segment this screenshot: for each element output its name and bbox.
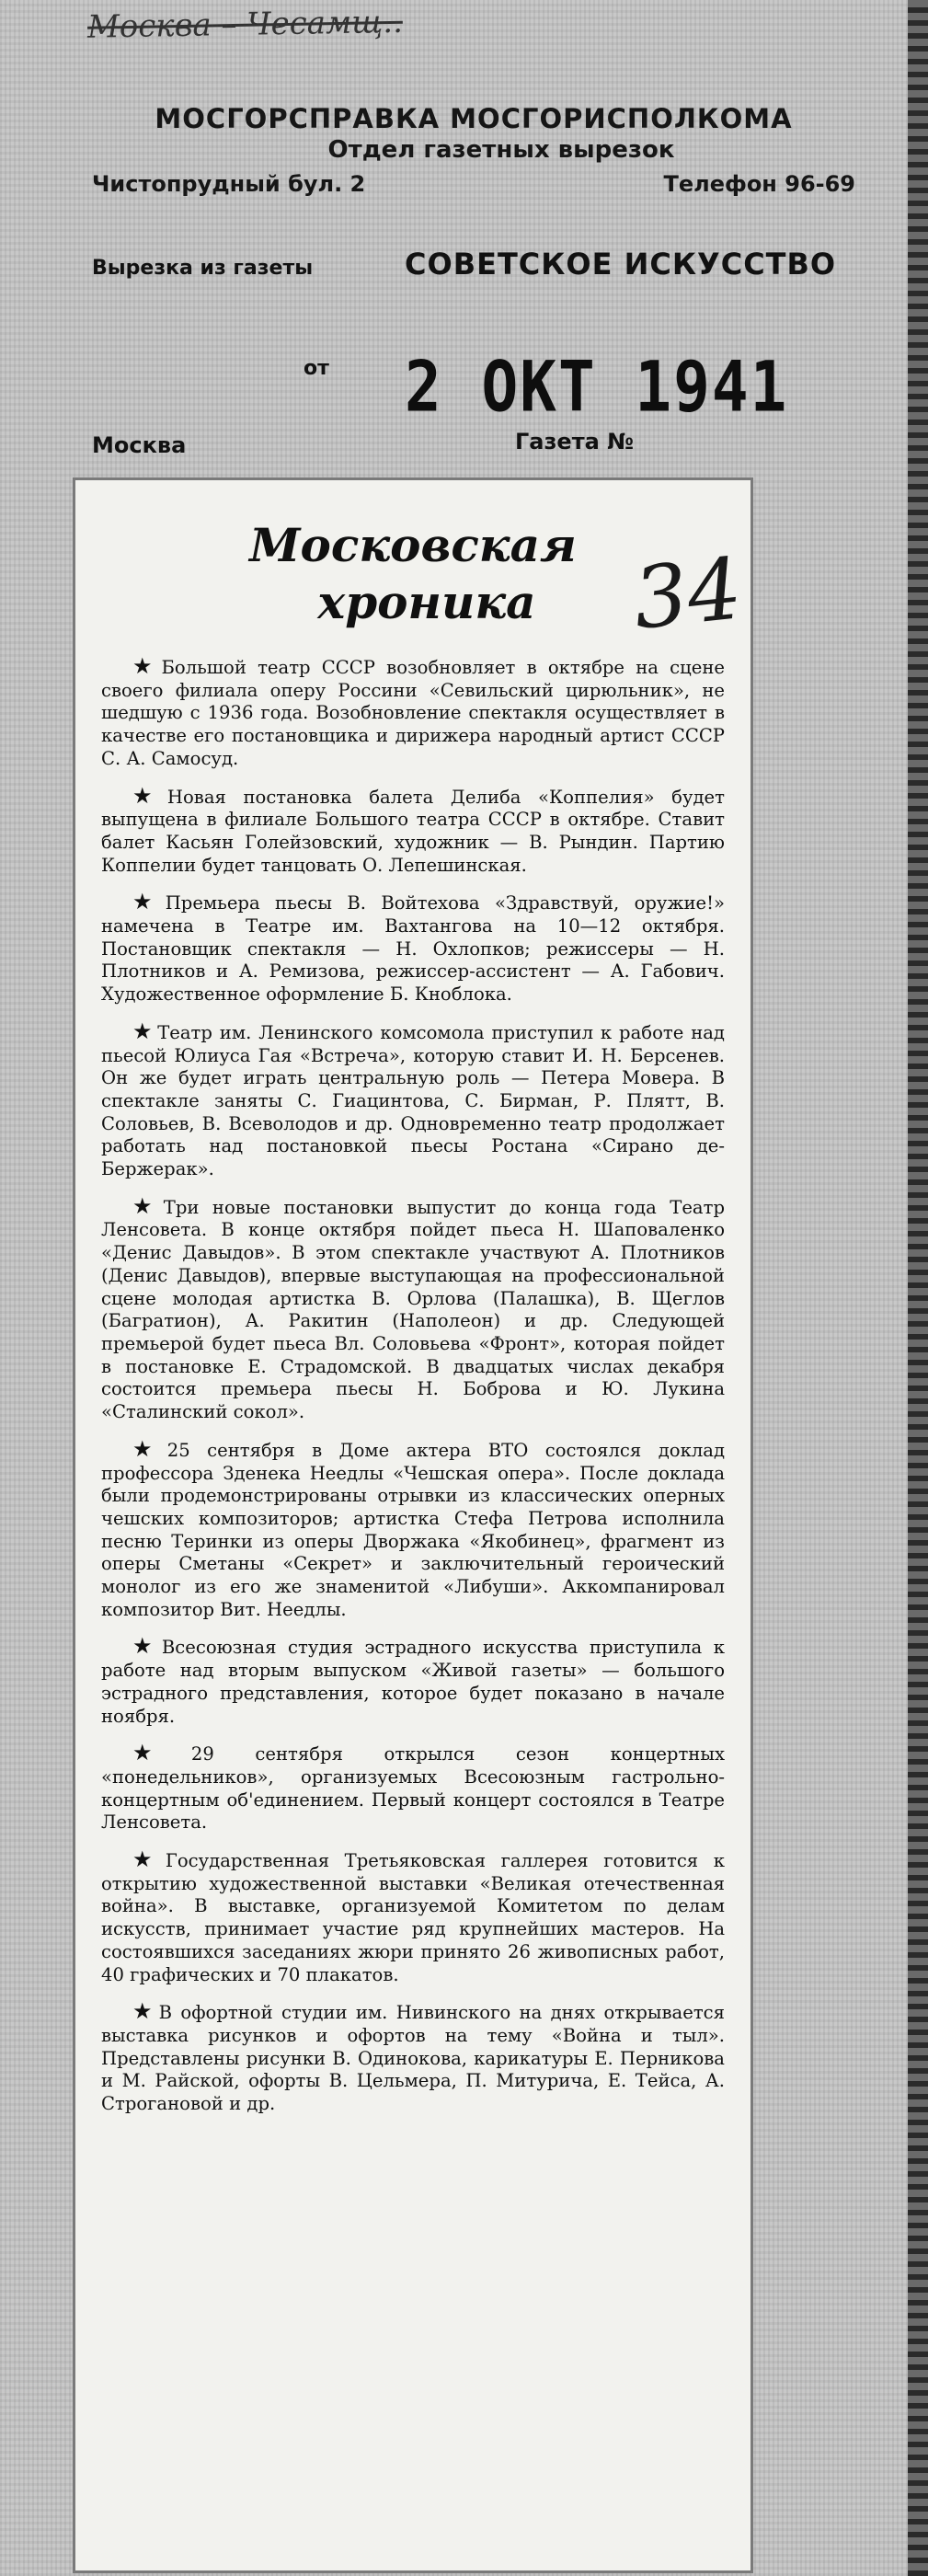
- address: Чистопрудный бул. 2: [92, 171, 366, 197]
- handwritten-note: Москва – Чесамщ..: [86, 3, 404, 46]
- organization-name: МОСГОРСПРАВКА МОСГОРИСПОЛКОМА: [155, 103, 793, 134]
- news-item: ★ Большой театр СССР возобновляет в октябре на сцене своего филиала оперу Россини «Севильский цирюльник», не шедшую с 1936 года. Возобновление спектакля осуществляет в качестве его постановщика и дирижера народный артист СССР С. А. Самосуд.: [101, 653, 725, 769]
- star-icon: ★: [132, 1633, 158, 1660]
- clipping-label: Вырезка из газеты: [92, 257, 314, 280]
- city-label: Москва: [92, 432, 187, 458]
- date-stamp: 2 ОКТ 1941: [405, 346, 789, 428]
- scan-edge: [908, 0, 928, 2576]
- newspaper-name: СОВЕТСКОЕ ИСКУССТВО: [405, 247, 837, 282]
- article-body: [75, 631, 750, 2116]
- newspaper-clipping: [75, 480, 750, 2570]
- handwritten-number: 34: [628, 539, 747, 649]
- news-item: ★ 29 сентября открылся сезон концертных «понедельников», организуемых Всесоюзным гастрольно-концертным об'единением. Первый концерт состоялся в Театре Ленсовета.: [101, 1740, 726, 1834]
- agency-header: [92, 103, 855, 197]
- star-icon: ★: [132, 1740, 188, 1766]
- news-item: ★ Всесоюзная студия эстрадного искусства приступила к работе над вторым выпуском «Живой газеты» — большого эстрадного представления, которое будет показано в начале ноября.: [101, 1633, 725, 1727]
- star-icon: ★: [132, 1018, 155, 1044]
- news-item: ★ Театр им. Ленинского комсомола приступил к работе над пьесой Юлиуса Гая «Встреча», которую ставит И. Н. Берсенев. Он же будет играть центральную роль — Петера Мовера. В спектакле заняты С. Гиацинтова, С. Бирман, Р. Плятт, В. Соловьев, В. Всеволодов и др. Одновременно театр продолжает работать над постановкой пьесы Ростана «Сирано де-Бержерак».: [101, 1018, 725, 1180]
- department-name: Отдел газетных вырезок: [327, 136, 675, 164]
- star-icon: ★: [132, 889, 162, 915]
- star-icon: ★: [132, 1192, 160, 1219]
- star-icon: ★: [132, 1846, 162, 1873]
- star-icon: ★: [132, 782, 164, 809]
- clipping-source-row: [92, 247, 846, 282]
- address-row: [92, 171, 855, 197]
- news-item: ★ В офортной студии им. Нивинского на днях открывается выставка рисунков и офортов на тему «Война и тыл». Представлены рисунки В. Одинокова, карикатуры Е. Перникова и М. Райской, офорты В. Цельмера, П. Митурича, Е. Тейса, А. Строгановой и др.: [101, 1998, 726, 2115]
- news-item: ★ Премьера пьесы В. Войтехова «Здравствуй, оружие!» намечена в Театре им. Вахтангова на 10—12 октября. Постановщик спектакля — Н. Охлопков; режиссеры — Н. Плотников и А. Ремизова, режиссер-ассистент — А. Габович. Художественное оформление Б. Кноблока.: [101, 889, 725, 1006]
- star-icon: ★: [132, 653, 158, 679]
- article-title-line-2: хроника: [317, 575, 536, 629]
- news-item: ★ 25 сентября в Доме актера ВТО состоялся доклад профессора Зденека Неедлы «Чешская опера». После доклада были продемонстрированы отрывки из классических оперных чешских композиторов; артистка Стефа Петрова исполнила песню Теринки из оперы Дворжака «Якобинец», фрагмент из оперы Сметаны «Секрет» и заключительный героический монолог из его же знаменитой «Либуши». Аккомпанировал композитор Вит. Неедлы.: [101, 1435, 726, 1620]
- from-label: от: [304, 357, 329, 380]
- star-icon: ★: [132, 1435, 164, 1462]
- news-item: ★ Новая постановка балета Делиба «Коппелия» будет выпущена в филиале Большого театра СССР в октябре. Ставит балет Касьян Голейзовский, художник — В. Рындин. Партию Коппелии будет танцовать О. Лепешинская.: [101, 782, 725, 876]
- star-icon: ★: [132, 1998, 155, 2025]
- news-item: ★ Три новые постановки выпустит до конца года Театр Ленсовета. В конце октября пойдет пьеса Н. Шаповаленко «Денис Давыдов». В этом спектакле участвуют А. Плотников (Денис Давыдов), впервые выступающая на профессиональной сцене молодая артистка В. Орлова (Палашка), В. Щеглов (Багратион), А. Ракитин (Наполеон) и др. Следующей премьерой будет пьеса Вл. Соловьева «Фронт», которая пойдет в постановке Е. Страдомской. В двадцатых числах декабря состоится премьера пьесы Н. Боброва и Ю. Лукина «Сталинский сокол».: [101, 1192, 725, 1423]
- phone: Телефон 96-69: [663, 171, 855, 197]
- paper-number-label: Газета №: [515, 429, 635, 454]
- article-title-line-1: Московская: [249, 518, 577, 572]
- news-item: ★ Государственная Третьяковская галлерея готовится к открытию художественной выставки «Великая отечественная война». В выставке, организуемой Комитетом по делам искусств, принимает участие ряд крупнейших мастеров. На состоявшихся заседаниях жюри принято 26 живописных работ, 40 графических и 70 плакатов.: [101, 1846, 725, 1985]
